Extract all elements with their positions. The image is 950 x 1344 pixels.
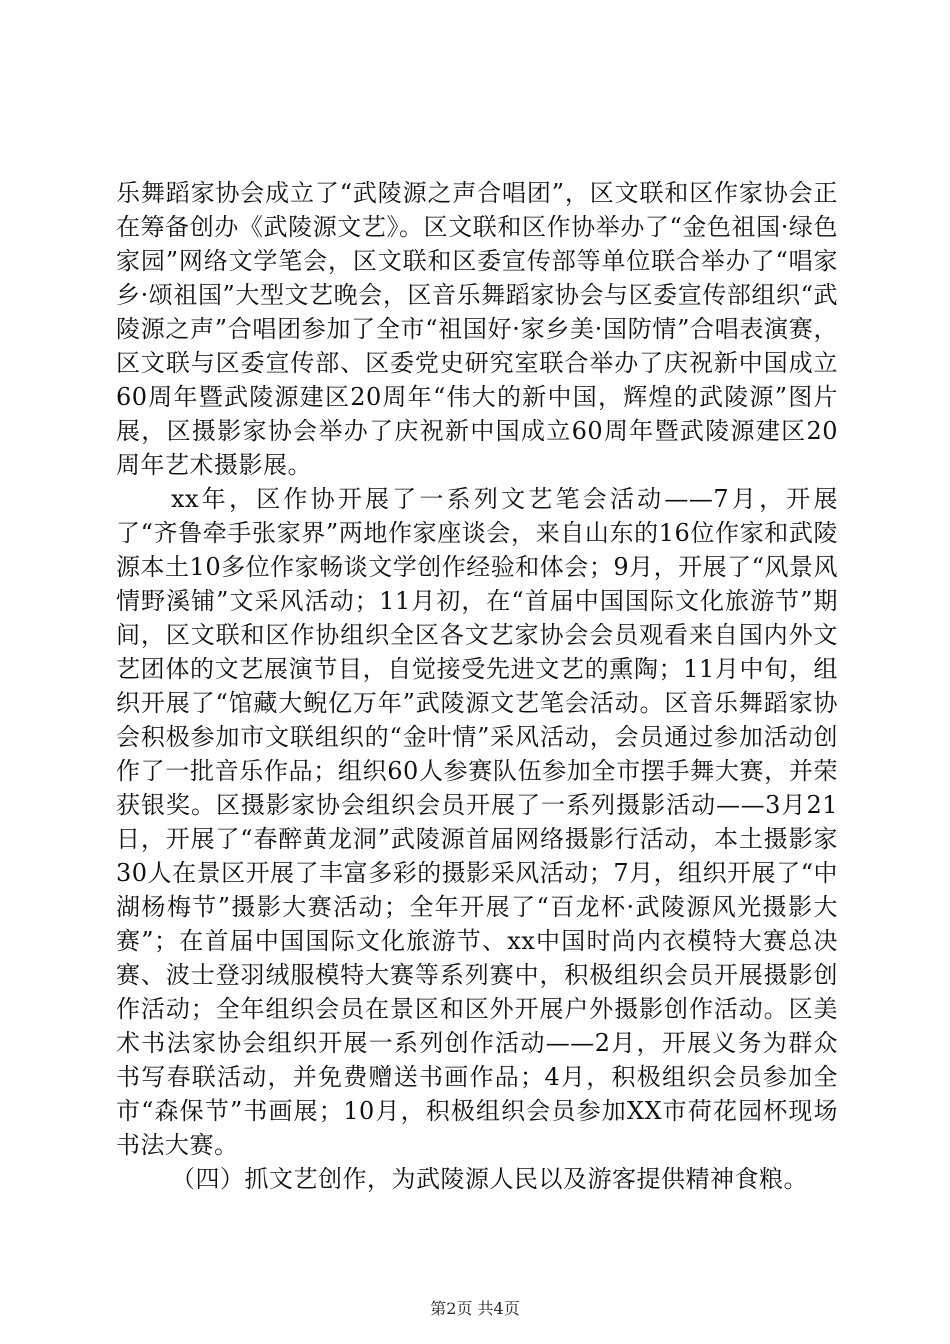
paragraph-activities: xx年，区作协开展了一系列文艺笔会活动——7月，开展了“齐鲁牵手张家界”两地作家座谈会，来自山东的16位作家和武陵源本土10多位作家畅谈文学创作经验和体会；9月，开展了“风景风情野溪铺”文采风活动；11月初，在“首届中国国际文化旅游节”期间，区文联和区作协组织全区各文艺家协会会员观看来自国内外文艺团体的文艺展演节目，自觉接受先进文艺的熏陶；11月中旬，组织开展了“馆藏大鲵亿万年”武陵源文艺笔会活动。区音乐舞蹈家协会积极参加市文联组织的“金叶情”采风活动，会员通过参加活动创作了一批音乐作品；组织60人参赛队伍参加全市摆手舞大赛，并荣获银奖。区摄影家协会组织会员开展了一系列摄影活动——3月21日，开展了“春醉黄龙洞”武陵源首届网络摄影行活动，本土摄影家30人在景区开展了丰富多彩的摄影采风活动；7月，组织开展了“中湖杨梅节”摄影大赛活动；全年开展了“百龙杯·武陵源风光摄影大赛”；在首届中国国际文化旅游节、xx中国时尚内衣模特大赛总决赛、波士登羽绒服模特大赛等系列赛中，积极组织会员开展摄影创作活动；全年组织会员在景区和区外开展户外摄影创作活动。区美术书法家协会组织开展一系列创作活动——2月，开展义务为群众书写春联活动，并免费赠送书画作品；4月，积极组织会员参加全市“森保节”书画展；10月，积极组织会员参加XX市荷花园杯现场书法大赛。 (116, 485, 838, 1159)
section-heading-four: （四）抓文艺创作，为武陵源人民以及游客提供精神食粮。 (171, 1165, 808, 1193)
paragraph-continuation: 乐舞蹈家协会成立了“武陵源之声合唱团”，区文联和区作家协会正在筹备创办《武陵源文艺》。区文联和区作协举办了“金色祖国·绿色家园”网络文学笔会，区文联和区委宣传部等单位联合举办了“唱家乡·颂祖国”大型文艺晚会，区音乐舞蹈家协会与区委宣传部组织“武陵源之声”合唱团参加了全市“祖国好·家乡美·国防情”合唱表演赛，区文联与区委宣传部、区委党史研究室联合举办了庆祝新中国成立60周年暨武陵源建区20周年“伟大的新中国，辉煌的武陵源”图片展，区摄影家协会举办了庆祝新中国成立60周年暨武陵源建区20周年艺术摄影展。 (116, 179, 838, 479)
page-footer: 第2页 共4页 (430, 1299, 520, 1318)
document-body (116, 176, 838, 1196)
